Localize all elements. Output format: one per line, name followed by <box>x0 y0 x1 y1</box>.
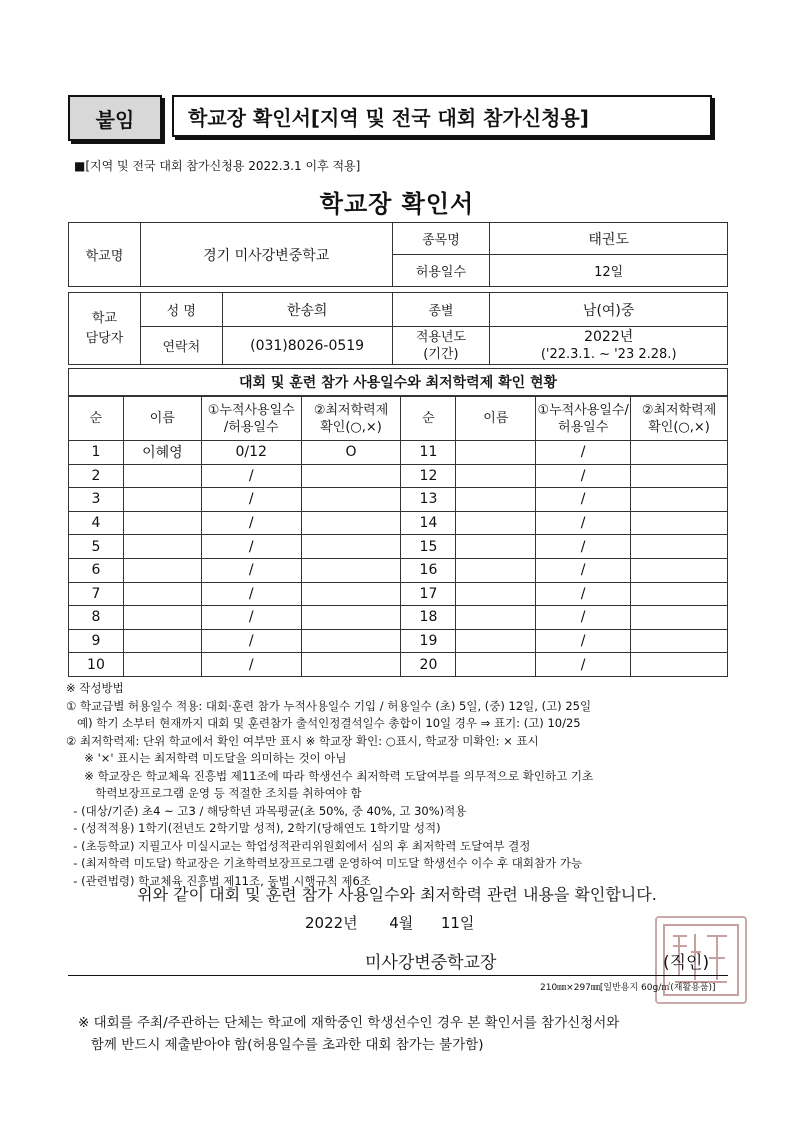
confirmation-statement: 위와 같이 대회 및 훈련 참가 사용일수와 최저학력 관련 내용을 확인합니다. <box>137 885 657 904</box>
date-month: 4월 <box>389 914 414 932</box>
table-cell: 10 <box>69 653 124 677</box>
instruction-line: 학력보장프로그램 운영 등 적절한 조치를 취하여야 함 <box>66 786 362 800</box>
table-cell <box>631 488 728 512</box>
instruction-line: - (관련법령) 학교체육 진흥법 제11조, 동법 시행규칙 제6조 <box>66 873 371 888</box>
section-title: 대회 및 훈련 참가 사용일수와 최저학력제 확인 현황 <box>68 368 728 396</box>
year-label: 적용년도 (기간) <box>392 327 490 365</box>
column-header: 이름 <box>456 397 536 441</box>
table-cell: 7 <box>69 582 124 606</box>
table-row <box>69 558 728 582</box>
table-cell: 6 <box>69 558 124 582</box>
table-cell: 18 <box>401 606 456 630</box>
table-cell <box>456 558 536 582</box>
signer-name: 미사강변중학교장 <box>365 953 497 973</box>
table-cell <box>301 653 401 677</box>
table-cell: / <box>536 464 631 488</box>
table-cell: / <box>201 606 301 630</box>
table-row <box>69 441 728 465</box>
table-cell: 19 <box>401 629 456 653</box>
table-cell: 20 <box>401 653 456 677</box>
table-cell: 17 <box>401 582 456 606</box>
table-cell <box>301 488 401 512</box>
instruction-line: - (대상/기준) 초4 ~ 고3 / 해당학년 과목평균(초 50%, 중 40%, 고 30%)적용 <box>66 803 467 818</box>
column-header: 순 <box>401 397 456 441</box>
table-cell: / <box>536 606 631 630</box>
table-cell: 9 <box>69 629 124 653</box>
table-cell: 16 <box>401 558 456 582</box>
table-cell: / <box>201 535 301 559</box>
table-cell: 3 <box>69 488 124 512</box>
table-cell <box>456 441 536 465</box>
table-cell <box>123 582 201 606</box>
table-cell: / <box>201 558 301 582</box>
table-cell: / <box>201 629 301 653</box>
table-cell <box>631 464 728 488</box>
instruction-line: 예) 학기 소부터 현재까지 대회 및 훈련참가 출석인정결석일수 총합이 10일 경우 ⇒ 표기: (고) 10/25 <box>66 716 581 730</box>
table-cell <box>456 629 536 653</box>
table-cell: 2 <box>69 464 124 488</box>
table-cell: / <box>536 511 631 535</box>
days-label: 허용일수 <box>392 255 490 287</box>
column-header: ②최저학력제 확인(○,×) <box>301 397 401 441</box>
applicability-note: ■[지역 및 전국 대회 참가신청용 2022.3.1 이후 적용] <box>74 159 361 173</box>
table-cell <box>123 653 201 677</box>
contact-label: 연락처 <box>140 327 222 365</box>
table-cell: 15 <box>401 535 456 559</box>
document-title: 학교장 확인서 <box>319 190 475 218</box>
table-cell: 0/12 <box>201 441 301 465</box>
seal-label: (직인) <box>663 953 710 973</box>
table-cell: / <box>536 488 631 512</box>
info-table <box>68 222 728 365</box>
table-cell <box>123 488 201 512</box>
divider <box>68 975 728 976</box>
date-day: 11일 <box>440 914 475 932</box>
date-year: 2022년 <box>305 914 358 932</box>
level-label: 종별 <box>392 293 490 327</box>
table-cell <box>456 653 536 677</box>
column-header: 이름 <box>123 397 201 441</box>
table-cell <box>456 488 536 512</box>
table-row <box>69 488 728 512</box>
manager-label: 학교 담당자 <box>69 293 141 365</box>
table-cell <box>301 464 401 488</box>
table-cell: / <box>536 558 631 582</box>
instruction-line: - (최저학력 미도달) 학교장은 기초학력보장프로그램 운영하여 미도달 학생선수 이수 후 대회참가 가능 <box>66 856 583 870</box>
table-cell <box>301 606 401 630</box>
instruction-line: ① 학교급별 허용일수 적용: 대회·훈련 참가 누적사용일수 기입 / 허용일수 (초) 5일, (중) 12일, (고) 25일 <box>66 698 592 713</box>
table-cell: / <box>536 629 631 653</box>
instruction-line: ※ 작성방법 <box>66 681 124 695</box>
table-cell: O <box>301 441 401 465</box>
table-cell <box>631 606 728 630</box>
table-cell <box>301 558 401 582</box>
table-cell: 1 <box>69 441 124 465</box>
table-cell: / <box>201 582 301 606</box>
instruction-line: ※ '×' 표시는 최저학력 미도달을 의미하는 것이 아님 <box>66 751 347 765</box>
table-cell <box>123 535 201 559</box>
table-cell <box>123 464 201 488</box>
header-title: 학교장 확인서[지역 및 전국 대회 참가신청용] <box>172 95 712 137</box>
table-cell <box>456 535 536 559</box>
name-value: 한송희 <box>222 293 392 327</box>
table-cell: 이혜영 <box>123 441 201 465</box>
table-cell: / <box>201 464 301 488</box>
days-value: 12일 <box>490 255 728 287</box>
table-cell <box>301 582 401 606</box>
table-cell <box>456 464 536 488</box>
school-label: 학교명 <box>69 223 141 287</box>
instruction-line: ② 최저학력제: 단위 학교에서 확인 여부만 표시 ※ 학교장 확인: ○표시, 학교장 미확인: × 표시 <box>66 733 539 748</box>
year-value: 2022년 <box>584 328 634 345</box>
instruction-line: - (성적적용) 1학기(전년도 2학기말 성적), 2학기(당해연도 1학기말 성적) <box>66 821 441 835</box>
table-cell: / <box>201 653 301 677</box>
table-cell <box>631 558 728 582</box>
table-cell: / <box>201 488 301 512</box>
table-row <box>69 511 728 535</box>
table-cell: / <box>536 441 631 465</box>
table-cell: 4 <box>69 511 124 535</box>
table-cell <box>631 441 728 465</box>
table-cell <box>631 511 728 535</box>
table-cell: / <box>536 653 631 677</box>
school-value: 경기 미사강변중학교 <box>140 223 392 287</box>
table-row <box>69 535 728 559</box>
table-cell <box>301 511 401 535</box>
table-cell: 11 <box>401 441 456 465</box>
level-value: 남(여)중 <box>490 293 728 327</box>
table-cell: 14 <box>401 511 456 535</box>
submission-note-line: 함께 반드시 제출받아야 함(허용일수를 초과한 대회 참가는 불가함) <box>78 1037 484 1053</box>
paper-spec: 210㎜×297㎜[일반용지 60g/㎡(재활용품)] <box>540 983 716 993</box>
table-cell <box>123 558 201 582</box>
name-label: 성 명 <box>140 293 222 327</box>
year-cell <box>490 327 728 365</box>
table-row <box>69 606 728 630</box>
table-cell <box>123 629 201 653</box>
column-header: 순 <box>69 397 124 441</box>
table-cell: / <box>536 582 631 606</box>
table-cell <box>631 535 728 559</box>
table-cell <box>123 511 201 535</box>
table-cell <box>631 653 728 677</box>
year-period: ('22.3.1. ~ '23 2.28.) <box>540 346 677 362</box>
table-cell <box>456 511 536 535</box>
column-header: ①누적사용일수 /허용일수 <box>201 397 301 441</box>
table-cell <box>123 606 201 630</box>
table-row <box>69 629 728 653</box>
table-cell <box>456 606 536 630</box>
column-header: ②최저학력제 확인(○,×) <box>631 397 728 441</box>
table-cell: 12 <box>401 464 456 488</box>
table-cell: / <box>201 511 301 535</box>
instruction-line: ※ 학교장은 학교체육 진흥법 제11조에 따라 학생선수 최저학력 도달여부를 의무적으로 확인하고 기초 <box>66 768 594 783</box>
attachment-badge: 붙임 <box>68 95 162 141</box>
participation-table <box>68 396 728 677</box>
table-cell: / <box>536 535 631 559</box>
column-header: ①누적사용일수/ 허용일수 <box>536 397 631 441</box>
table-cell <box>631 629 728 653</box>
table-cell: 8 <box>69 606 124 630</box>
table-row <box>69 464 728 488</box>
table-cell <box>301 629 401 653</box>
table-cell <box>456 582 536 606</box>
table-row <box>69 582 728 606</box>
table-cell: 13 <box>401 488 456 512</box>
sport-label: 종목명 <box>392 223 490 255</box>
table-row <box>69 653 728 677</box>
table-cell: 5 <box>69 535 124 559</box>
writing-instructions <box>66 680 746 890</box>
submission-note <box>78 1012 738 1056</box>
sport-value: 태권도 <box>490 223 728 255</box>
contact-value: (031)8026-0519 <box>222 327 392 365</box>
table-cell <box>301 535 401 559</box>
table-cell <box>631 582 728 606</box>
submission-note-line: ※ 대회를 주최/주관하는 단체는 학교에 재학중인 학생선수인 경우 본 확인서를 참가신청서와 <box>78 1015 620 1031</box>
instruction-line: - (초등학교) 지필고사 미실시교는 학업성적관리위원회에서 심의 후 최저학력 도달여부 결정 <box>66 838 531 853</box>
issue-date <box>305 912 474 933</box>
